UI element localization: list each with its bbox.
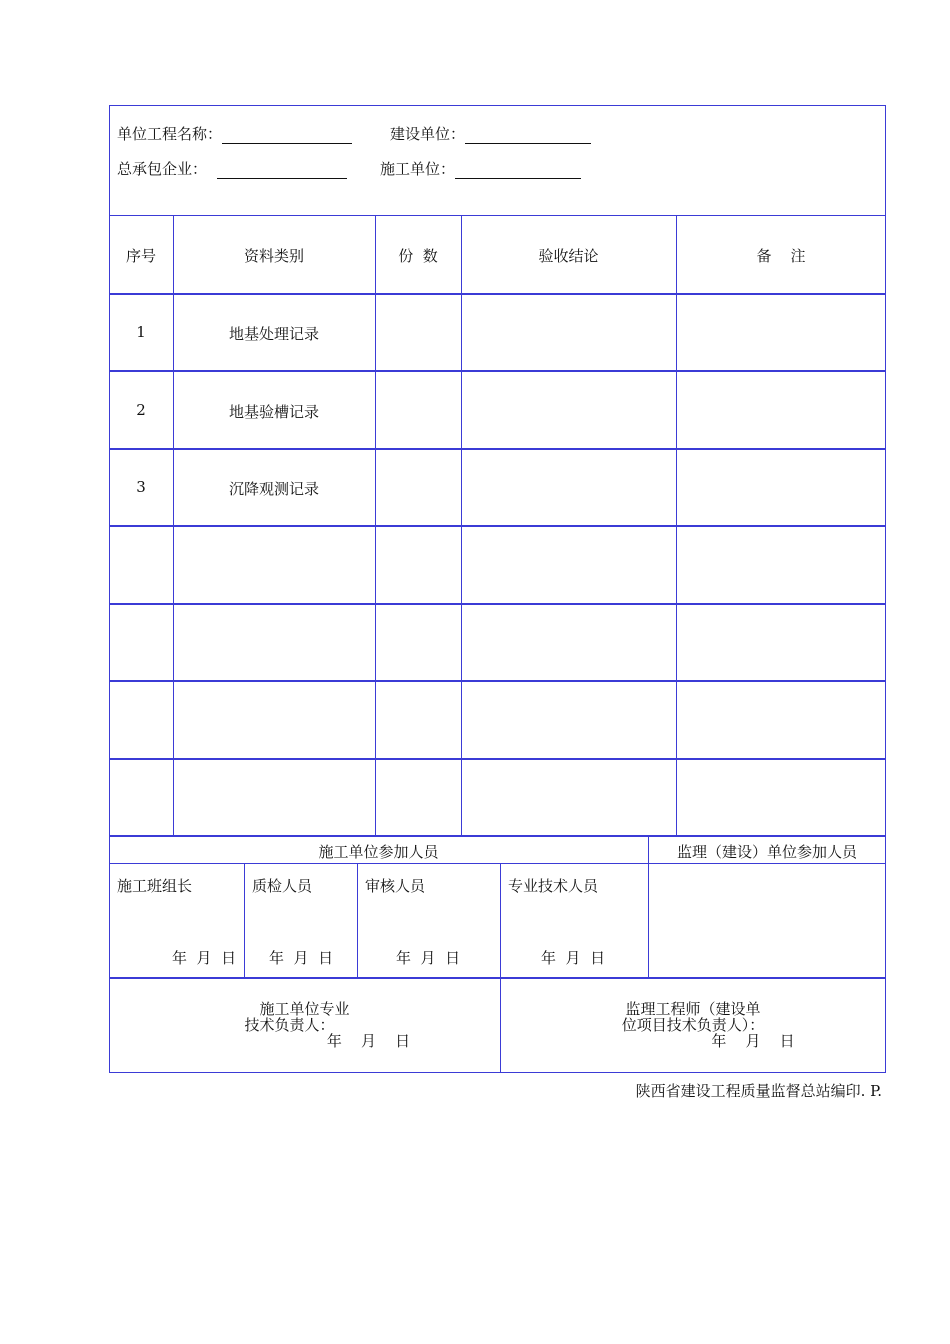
- acceptance-form: [109, 105, 886, 1073]
- role-technical-staff: 专业技术人员: [508, 877, 599, 895]
- row-line: [109, 370, 886, 372]
- col-line: [375, 215, 376, 835]
- role-reviewer: 审核人员: [365, 877, 426, 895]
- border-bottom: [109, 1072, 886, 1073]
- row-no: 2: [136, 401, 146, 419]
- signature-right-line2: 位项目技术负责人）：: [621, 1016, 765, 1034]
- construction-unit-blank[interactable]: [455, 162, 581, 179]
- col-line: [676, 215, 677, 835]
- row-line: [109, 603, 886, 605]
- row-category: 地基处理记录: [228, 325, 319, 343]
- project-name-field: [117, 123, 352, 144]
- row-line: [109, 680, 886, 682]
- participants-header-line: [109, 863, 886, 864]
- border-top: [109, 105, 886, 106]
- row-category: 地基验槽记录: [228, 403, 319, 421]
- column-header-no: 序号: [125, 247, 156, 265]
- general-contractor-field: [117, 158, 347, 179]
- col-line: [173, 215, 174, 835]
- supervising-engineer-signature: [500, 1001, 886, 1049]
- date-team-leader: 年 月 日: [172, 949, 237, 967]
- general-contractor-blank[interactable]: [217, 162, 347, 179]
- role-team-leader: 施工班组长: [117, 877, 193, 895]
- column-header-conclusion: 验收结论: [538, 247, 599, 265]
- role-divider: [244, 863, 245, 978]
- builder-blank[interactable]: [465, 127, 591, 144]
- role-divider: [357, 863, 358, 978]
- role-quality-inspector: 质检人员: [252, 877, 313, 895]
- general-contractor-label: 总承包企业：: [117, 160, 208, 178]
- signature-top-line: [109, 977, 886, 979]
- column-header-remark: 备 注: [756, 247, 806, 265]
- row-line: [109, 293, 886, 295]
- construction-tech-lead-signature: [109, 1001, 500, 1049]
- signature-right-date: 年 月 日: [711, 1032, 795, 1050]
- table-top-line: [109, 215, 886, 216]
- date-technical-staff: 年 月 日: [541, 949, 606, 967]
- date-reviewer: 年 月 日: [396, 949, 461, 967]
- row-line: [109, 525, 886, 527]
- col-line: [461, 215, 462, 835]
- signature-right-line1: 监理工程师（建设单: [625, 1000, 761, 1018]
- construction-unit-field: [380, 158, 581, 179]
- row-line: [109, 835, 886, 837]
- signature-left-line2: 技术负责人：: [244, 1016, 335, 1034]
- row-line: [109, 448, 886, 450]
- signature-left-date: 年 月 日: [326, 1032, 411, 1050]
- construction-participants-header: 施工单位参加人员: [318, 843, 439, 861]
- builder-field: [390, 123, 591, 144]
- project-name-blank[interactable]: [222, 127, 352, 144]
- row-line: [109, 758, 886, 760]
- column-header-copies: 份 数: [398, 247, 438, 265]
- row-no: 1: [136, 323, 146, 341]
- builder-label: 建设单位：: [390, 125, 466, 143]
- supervision-participants-header: 监理（建设）单位参加人员: [676, 843, 857, 861]
- row-category: 沉降观测记录: [228, 480, 319, 498]
- footer-publisher: 陕西省建设工程质量监督总站编印. P.: [635, 1082, 882, 1100]
- role-divider: [500, 863, 501, 978]
- project-name-label: 单位工程名称：: [117, 125, 223, 143]
- construction-unit-label: 施工单位：: [380, 160, 456, 178]
- date-quality-inspector: 年 月 日: [269, 949, 334, 967]
- signature-left-line1: 施工单位专业: [259, 1000, 350, 1018]
- row-no: 3: [136, 478, 146, 496]
- column-header-category: 资料类别: [243, 247, 304, 265]
